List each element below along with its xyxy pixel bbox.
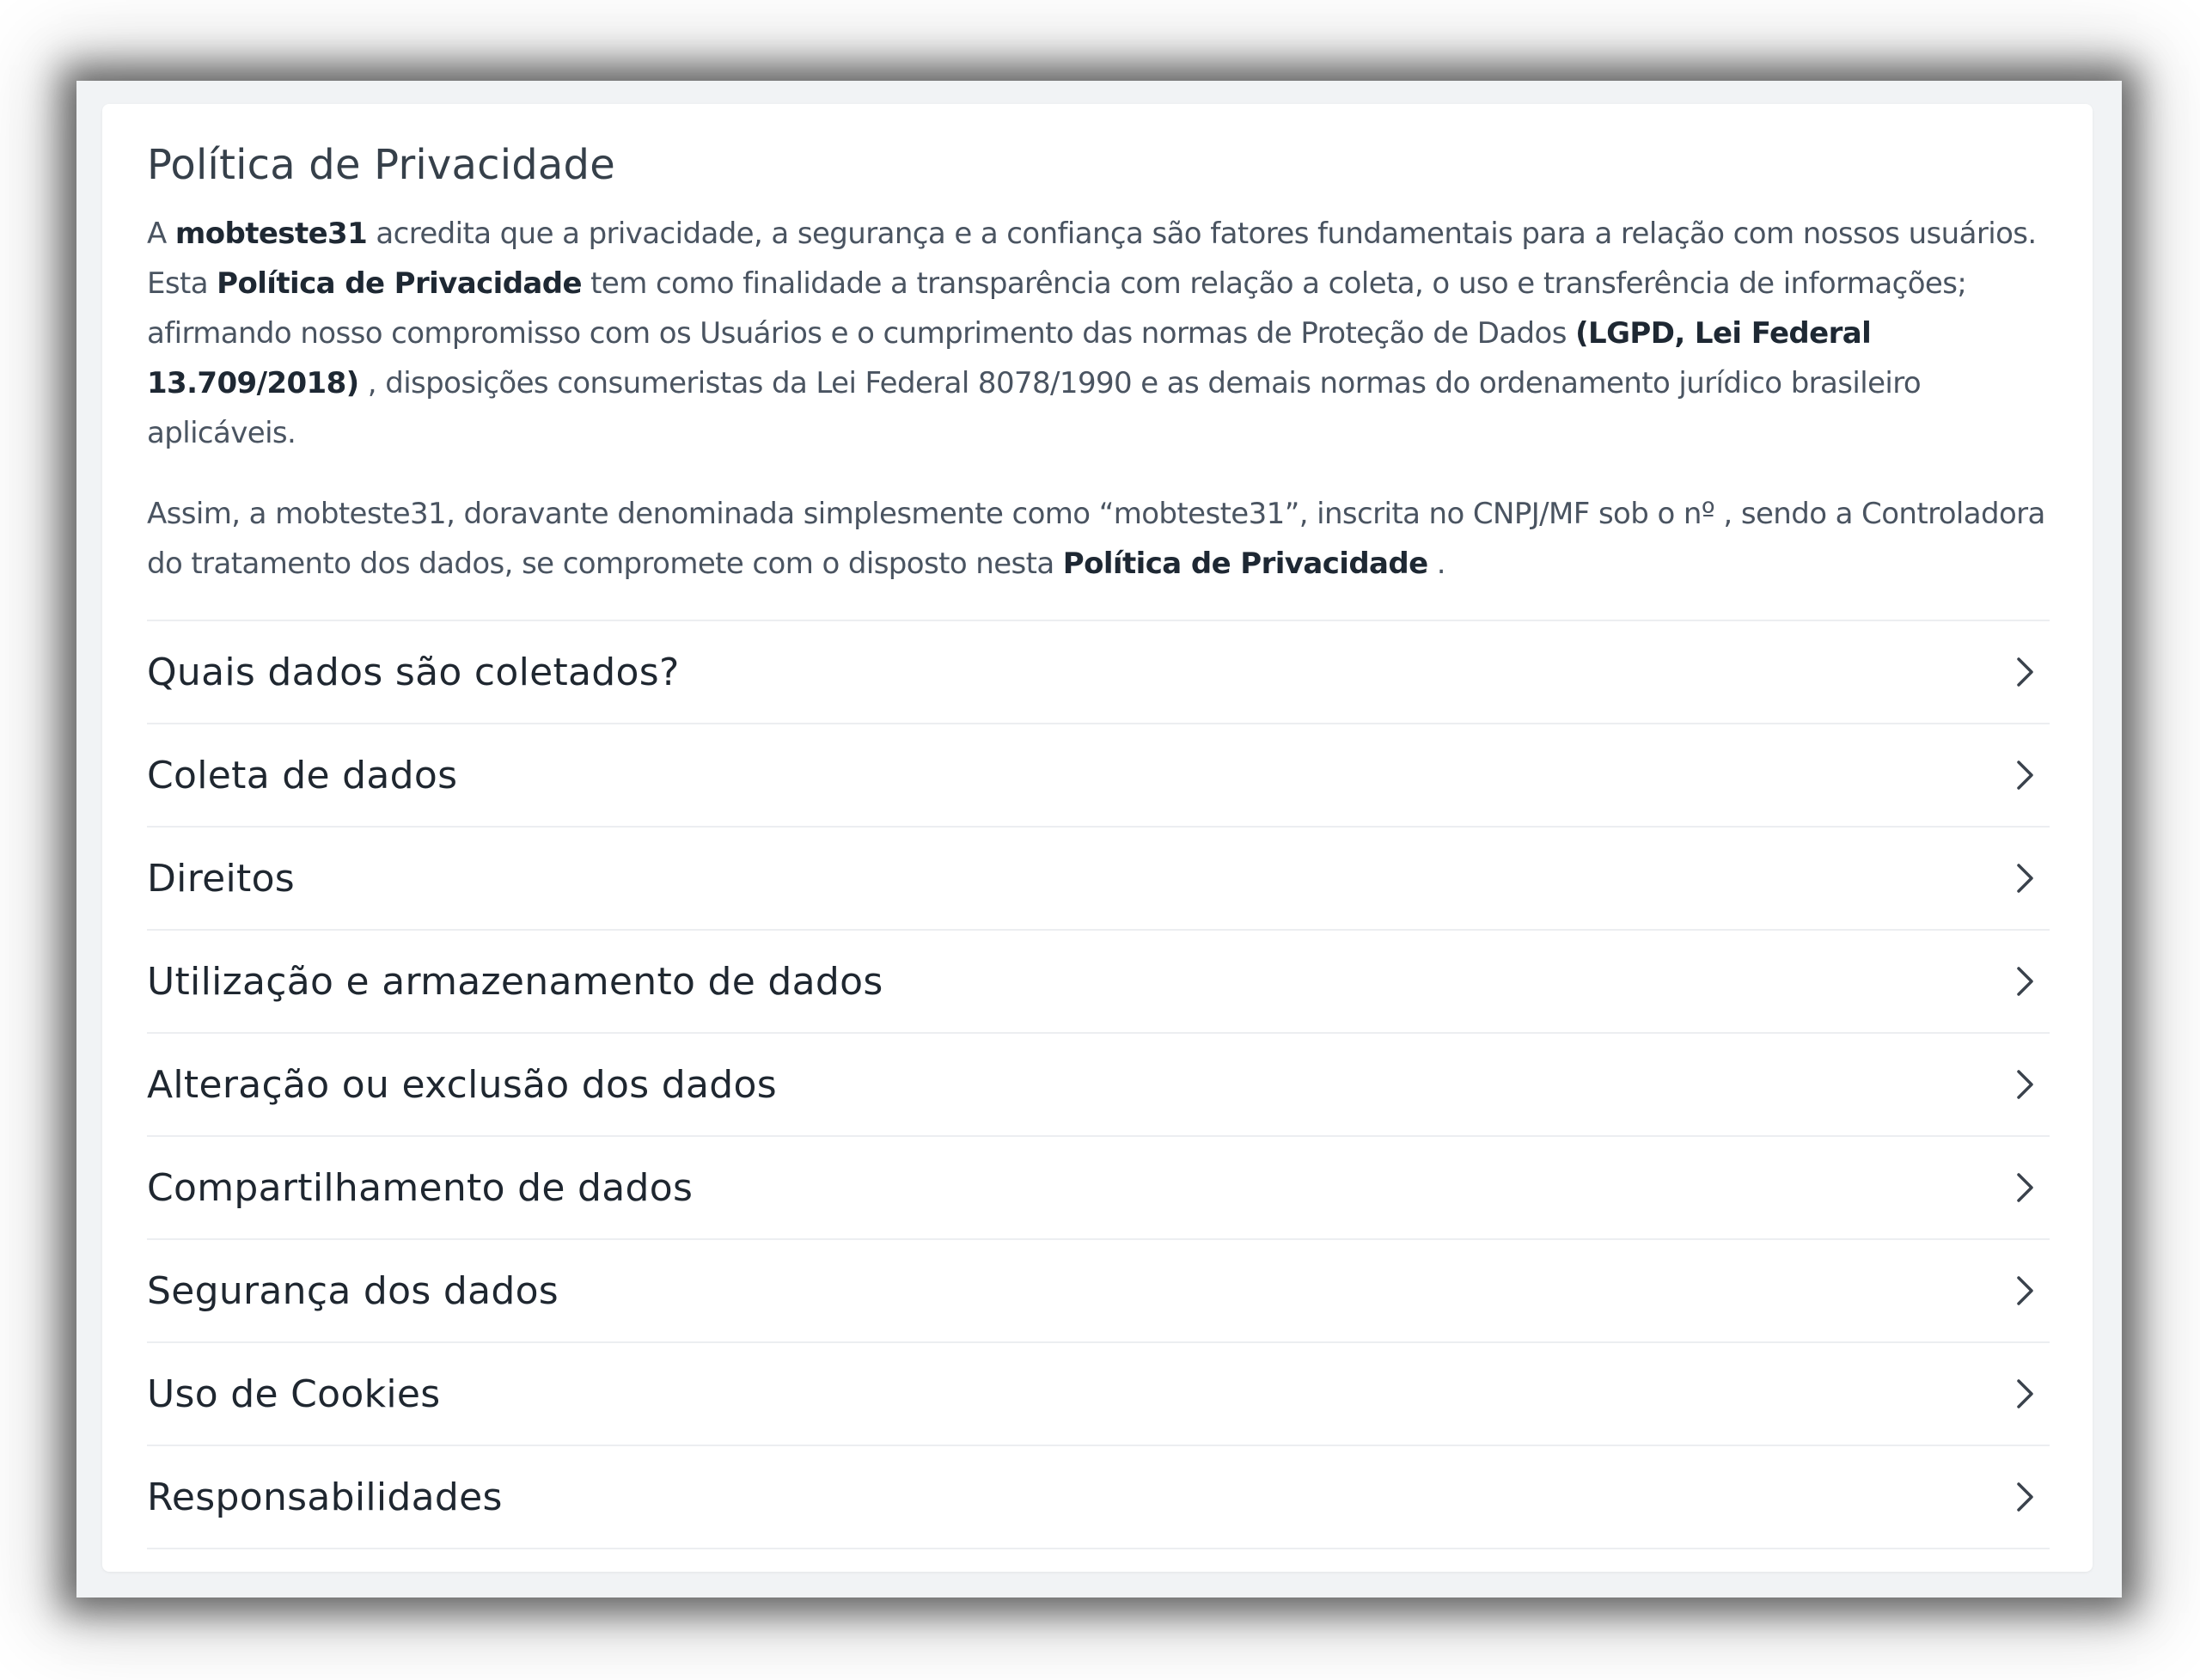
accordion-item-label: Quais dados são coletados?	[147, 650, 680, 694]
accordion-item-label: Responsabilidades	[147, 1475, 503, 1519]
chevron-right-icon	[2005, 1476, 2046, 1518]
policy-sections-accordion	[147, 620, 2050, 1549]
accordion-item-seguranca[interactable]	[147, 1240, 2050, 1343]
page-title: Política de Privacidade	[147, 141, 615, 189]
policy-name-bold-2: Política de Privacidade	[1062, 547, 1428, 582]
window-frame	[76, 81, 2122, 1598]
accordion-item-label: Direitos	[147, 856, 296, 901]
intro-p2-text-1: Assim, a mobteste31, doravante denominada simplesmente como “mobteste31”, inscrita no CNPJ/MF sob o nº , sendo a Controladora do tratamento dos dados, se compromete com o disposto nesta	[147, 497, 2045, 582]
chevron-right-icon	[2005, 1373, 2046, 1414]
accordion-item-label: Uso de Cookies	[147, 1371, 441, 1416]
chevron-right-icon	[2005, 1064, 2046, 1105]
chevron-right-icon	[2005, 858, 2046, 899]
accordion-item-alteracao[interactable]	[147, 1034, 2050, 1137]
chevron-right-icon	[2005, 754, 2046, 796]
card-content	[147, 138, 2050, 1549]
accordion-item-label: Alteração ou exclusão dos dados	[147, 1062, 777, 1107]
intro-p1-text-4: , disposições consumeristas da Lei Federal 8078/1990 e as demais normas do ordenamento jurídico brasileiro aplicáveis.	[147, 366, 1922, 451]
policy-name-bold: Política de Privacidade	[217, 266, 582, 302]
accordion-item-label: Compartilhamento de dados	[147, 1165, 694, 1210]
law-reference-bold: (LGPD, Lei Federal 13.709/2018)	[147, 316, 1872, 401]
intro-p1-text-1: A	[147, 217, 175, 252]
chevron-right-icon	[2005, 1270, 2046, 1311]
intro-paragraph-2	[147, 489, 2050, 589]
accordion-item-coleta[interactable]	[147, 724, 2050, 828]
accordion-item-utilizacao[interactable]	[147, 931, 2050, 1034]
intro-p1-text-2: acredita que a privacidade, a segurança e a confiança são fatores fundamentais para a relação com nossos usuários. Esta	[147, 217, 2037, 302]
accordion-item-compartilhamento[interactable]	[147, 1137, 2050, 1240]
chevron-right-icon	[2005, 961, 2046, 1002]
accordion-item-label: Coleta de dados	[147, 753, 458, 797]
intro-paragraph-1	[147, 209, 2050, 458]
accordion-item-dados-coletados[interactable]	[147, 621, 2050, 724]
intro-p1-text-3: tem como finalidade a transparência com relação a coleta, o uso e transferência de informações; afirmando nosso compromisso com os Usuários e o cumprimento das normas de Proteção de Dados	[147, 266, 1967, 351]
chevron-right-icon	[2005, 1167, 2046, 1208]
intro-text	[147, 209, 2050, 589]
accordion-item-label: Segurança dos dados	[147, 1268, 559, 1313]
chevron-right-icon	[2005, 651, 2046, 693]
accordion-item-direitos[interactable]	[147, 828, 2050, 931]
accordion-item-cookies[interactable]	[147, 1343, 2050, 1446]
intro-p2-text-2: .	[1427, 547, 1446, 582]
company-name-bold: mobteste31	[174, 217, 368, 252]
accordion-item-label: Utilização e armazenamento de dados	[147, 959, 883, 1004]
accordion-item-responsabilidades[interactable]	[147, 1446, 2050, 1549]
privacy-policy-card	[102, 104, 2093, 1572]
